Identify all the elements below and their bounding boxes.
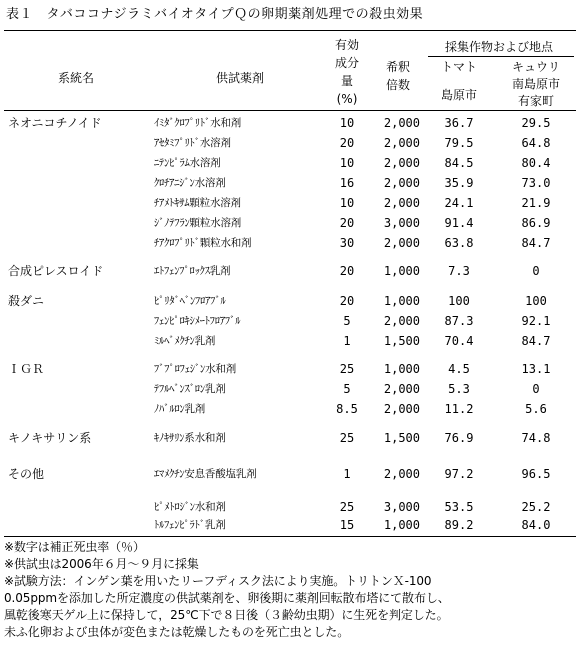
tomato-value: 11.2	[444, 402, 474, 416]
table-title: 表１ タバココナジラミバイオタイプＱの卵期薬剤処理での殺虫効果	[6, 7, 424, 22]
header-conc-4: (%)	[336, 92, 358, 106]
dilution-value: 2,000	[383, 314, 420, 328]
agent-name: ﾋﾟﾘﾀﾞﾍﾞﾝﾌﾛｱﾌﾞﾙ	[154, 295, 226, 307]
cucumber-value: 86.9	[521, 216, 551, 230]
conc-value: 20	[339, 264, 355, 278]
header-crop-cucumber: キュウリ	[511, 60, 561, 74]
dilution-value: 2,000	[383, 116, 420, 130]
agent-name: ｴﾏﾒｸﾁﾝ安息香酸塩乳剤	[154, 468, 257, 480]
agent-name: ｷﾉｷｻﾘﾝ系水和剤	[154, 432, 226, 444]
group-label-acaricide: 殺ダニ	[8, 294, 45, 308]
conc-value: 25	[339, 431, 355, 445]
header-bottom-rule	[4, 110, 576, 111]
dilution-value: 3,000	[383, 500, 420, 514]
cucumber-value: 5.6	[525, 402, 547, 416]
header-dilution-2: 倍数	[385, 78, 411, 92]
dilution-value: 1,500	[383, 431, 420, 445]
conc-value: 8.5	[336, 402, 358, 416]
cucumber-value: 84.0	[521, 518, 551, 532]
agent-name: ｴﾄﾌｪﾝﾌﾟﾛｯｸｽ乳剤	[154, 265, 231, 277]
site-group-rule	[428, 56, 574, 57]
dilution-value: 1,000	[383, 362, 420, 376]
group-label-igr: ＩＧＲ	[8, 362, 45, 376]
header-crop-tomato: トマト	[440, 60, 478, 74]
tomato-value: 5.3	[448, 382, 470, 396]
header-site-group: 採集作物および地点	[444, 40, 554, 54]
tomato-value: 24.1	[444, 196, 474, 210]
conc-value: 1	[343, 334, 351, 348]
tomato-value: 4.5	[448, 362, 470, 376]
header-site-minamishimabara: 南島原市	[511, 77, 561, 91]
header-group: 系統名	[57, 71, 95, 85]
dilution-value: 2,000	[383, 176, 420, 190]
dilution-value: 2,000	[383, 467, 420, 481]
tomato-value: 36.7	[444, 116, 474, 130]
agent-name: ﾐﾙﾍﾞﾒｸﾁﾝ乳剤	[154, 335, 216, 347]
cucumber-value: 0	[532, 264, 540, 278]
header-conc-3: 量	[340, 74, 354, 88]
agent-name: ﾁｱｸﾛﾌﾟﾘﾄﾞ顆粒水和剤	[154, 237, 252, 249]
conc-value: 20	[339, 294, 355, 308]
group-label-quinoxaline: キノキサリン系	[8, 431, 92, 445]
tomato-value: 84.5	[444, 156, 474, 170]
dilution-value: 2,000	[383, 136, 420, 150]
footnote-5: 風乾後寒天ゲル上に保持して，25℃下で８日後（３齢幼虫期）に生死を判定した。	[4, 608, 449, 622]
dilution-value: 2,000	[383, 236, 420, 250]
tomato-value: 53.5	[444, 500, 474, 514]
group-label-pyrethroid: 合成ピレスロイド	[8, 264, 104, 278]
conc-value: 16	[339, 176, 355, 190]
table-top-rule	[4, 30, 576, 31]
header-dilution-1: 希釈	[385, 60, 411, 74]
group-label-other: その他	[8, 467, 45, 481]
cucumber-value: 84.7	[521, 334, 551, 348]
dilution-value: 2,000	[383, 382, 420, 396]
agent-name: ﾌｪﾝﾋﾟﾛｷｼﾒｰﾄﾌﾛｱﾌﾞﾙ	[154, 315, 241, 327]
footnote-3: ※試験方法：インゲン葉を用いたリーフディスク法により実施。トリトンＸ-100	[4, 574, 432, 588]
agent-name: ﾃﾌﾙﾍﾞﾝｽﾞﾛﾝ乳剤	[154, 383, 226, 395]
cucumber-value: 96.5	[521, 467, 551, 481]
conc-value: 10	[339, 116, 355, 130]
agent-name: ﾋﾟﾒﾄﾛｼﾞﾝ水和剤	[154, 501, 226, 513]
header-site-shimabara: 島原市	[440, 88, 478, 102]
dilution-value: 1,000	[383, 294, 420, 308]
header-conc-2: 成分	[334, 56, 360, 70]
cucumber-value: 0	[532, 382, 540, 396]
dilution-value: 2,000	[383, 196, 420, 210]
conc-value: 5	[343, 314, 351, 328]
dilution-value: 1,000	[383, 518, 420, 532]
agent-name: ﾁｱﾒﾄｷｻﾑ顆粒水溶剤	[154, 197, 241, 209]
dilution-value: 2,000	[383, 402, 420, 416]
agent-name: ﾄﾙﾌｪﾝﾋﾟﾗﾄﾞ乳剤	[154, 519, 226, 531]
tomato-value: 63.8	[444, 236, 474, 250]
conc-value: 10	[339, 156, 355, 170]
conc-value: 20	[339, 136, 355, 150]
tomato-value: 100	[448, 294, 470, 308]
tomato-value: 7.3	[448, 264, 470, 278]
conc-value: 1	[343, 467, 351, 481]
tomato-value: 89.2	[444, 518, 474, 532]
cucumber-value: 13.1	[521, 362, 551, 376]
agent-name: ｱｾﾀﾐﾌﾟﾘﾄﾞ水溶剤	[154, 137, 231, 149]
cucumber-value: 92.1	[521, 314, 551, 328]
tomato-value: 35.9	[444, 176, 474, 190]
cucumber-value: 29.5	[521, 116, 551, 130]
conc-value: 15	[339, 518, 355, 532]
footnote-6: 未ふ化卵および虫体が変色または乾燥したものを死亡虫とした。	[4, 625, 350, 639]
conc-value: 10	[339, 196, 355, 210]
tomato-value: 76.9	[444, 431, 474, 445]
footnote-2: ※供試虫は2006年６月～９月に採集	[4, 557, 199, 571]
conc-value: 30	[339, 236, 355, 250]
cucumber-value: 25.2	[521, 500, 551, 514]
footnote-1: ※数字は補正死虫率（％）	[4, 540, 145, 554]
tomato-value: 79.5	[444, 136, 474, 150]
header-conc-1: 有効	[334, 38, 360, 52]
tomato-value: 91.4	[444, 216, 474, 230]
cucumber-value: 100	[525, 294, 547, 308]
cucumber-value: 80.4	[521, 156, 551, 170]
conc-value: 20	[339, 216, 355, 230]
conc-value: 25	[339, 362, 355, 376]
agent-name: ｸﾛﾁｱﾆｼﾞﾝ水溶剤	[154, 177, 226, 189]
conc-value: 5	[343, 382, 351, 396]
table-bottom-rule	[4, 536, 576, 537]
dilution-value: 2,000	[383, 156, 420, 170]
dilution-value: 1,500	[383, 334, 420, 348]
cucumber-value: 64.8	[521, 136, 551, 150]
header-site-arie: 有家町	[517, 94, 555, 108]
cucumber-value: 84.7	[521, 236, 551, 250]
header-agent: 供試薬剤	[215, 71, 265, 85]
conc-value: 25	[339, 500, 355, 514]
agent-name: ﾉﾊﾞﾙﾛﾝ乳剤	[154, 403, 206, 415]
footnote-4: 0.05ppmを添加した所定濃度の供試薬剤を、卵後期に薬剤回転散布塔にて散布し、	[4, 591, 450, 605]
cucumber-value: 21.9	[521, 196, 551, 210]
group-label-neonicotinoid: ネオニコチノイド	[8, 116, 102, 130]
tomato-value: 87.3	[444, 314, 474, 328]
agent-name: ﾌﾞﾌﾟﾛﾌｪｼﾞﾝ水和剤	[154, 363, 236, 375]
tomato-value: 70.4	[444, 334, 474, 348]
tomato-value: 97.2	[444, 467, 474, 481]
cucumber-value: 73.0	[521, 176, 551, 190]
cucumber-value: 74.8	[521, 431, 551, 445]
agent-name: ﾆﾃﾝﾋﾟﾗﾑ水溶剤	[154, 157, 221, 169]
agent-name: ｲﾐﾀﾞｸﾛﾌﾟﾘﾄﾞ水和剤	[154, 117, 242, 129]
dilution-value: 1,000	[383, 264, 420, 278]
agent-name: ｼﾞﾉﾃﾌﾗﾝ顆粒水溶剤	[154, 217, 242, 229]
dilution-value: 3,000	[383, 216, 420, 230]
